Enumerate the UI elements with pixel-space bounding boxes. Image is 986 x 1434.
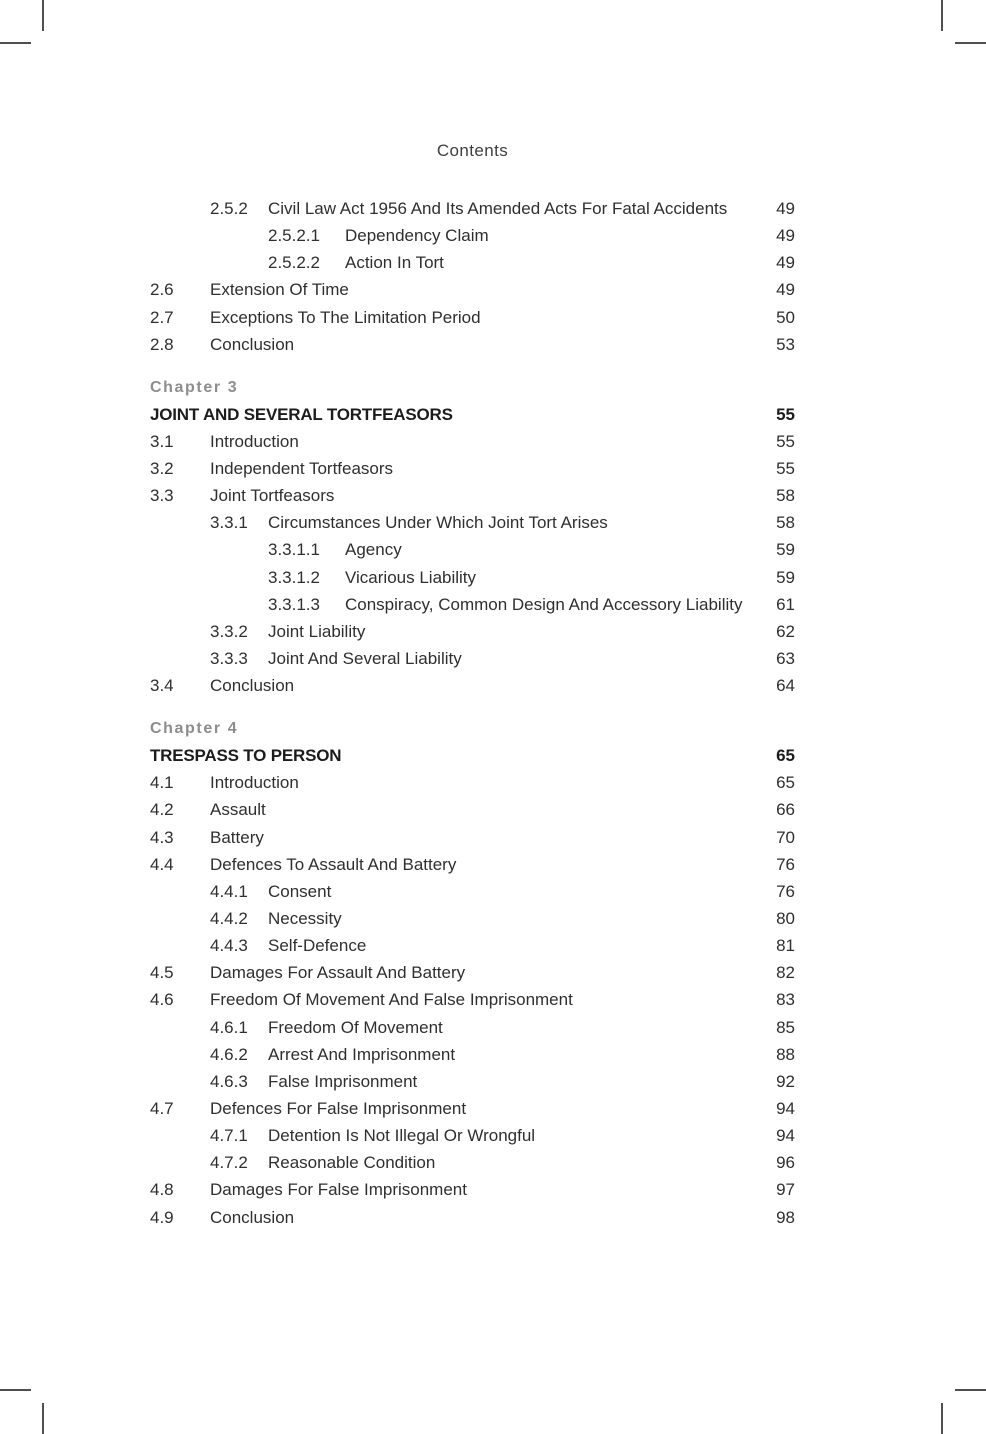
entry-page-number: 94 [776,1098,795,1118]
entry-number: 3.3.3 [210,648,248,668]
entry-page-number: 94 [776,1126,795,1146]
entry-number: 4.4.1 [210,881,248,901]
entry-page-number: 55 [776,431,795,451]
entry-title: Extension Of Time [210,280,349,300]
toc-entry [150,932,795,959]
entry-title: Exceptions To The Limitation Period [210,307,481,327]
chapter-title: JOINT AND SEVERAL TORTFEASORS [150,404,453,424]
entry-number: 2.5.2 [210,199,248,218]
entry-page-number: 92 [776,1071,795,1091]
entry-number: 4.8 [150,1180,174,1200]
entry-number: 3.3.1.2 [268,567,320,587]
crop-mark-bottom-right-horizontal [955,1389,986,1391]
chapter-title-row [150,742,795,769]
toc-entry [150,618,795,645]
entry-number: 4.6.1 [210,1017,248,1037]
entry-number: 2.8 [150,334,174,354]
chapter-page-number: 55 [776,404,795,424]
entry-page-number: 49 [776,280,795,300]
toc-entry [150,878,795,905]
entry-title: Damages For Assault And Battery [210,963,466,983]
crop-mark-top-right-vertical [941,0,943,31]
toc-entry [150,824,795,851]
toc-section [150,716,795,1230]
toc-entry [150,672,795,699]
entry-page-number: 66 [776,800,795,820]
entry-number: 4.6.2 [210,1044,248,1064]
entry-page-number: 58 [776,513,795,533]
entry-title: Joint Tortfeasors [210,486,335,506]
toc-entry [150,1014,795,1041]
entry-number: 4.4 [150,854,174,874]
entry-number: 4.6.3 [210,1071,248,1091]
toc-entry [150,796,795,823]
toc-entry [150,428,795,455]
entry-page-number: 83 [776,990,795,1010]
entry-number: 4.7.1 [210,1126,248,1146]
entry-number: 3.3.1.1 [268,540,320,560]
entry-title: False Imprisonment [268,1071,418,1091]
entry-number: 3.4 [150,676,174,696]
toc-entry [150,1122,795,1149]
toc-entry [150,959,795,986]
entry-page-number: 88 [776,1044,795,1064]
crop-mark-bottom-left-horizontal [0,1389,31,1391]
entry-title: Circumstances Under Which Joint Tort Arises [268,513,608,533]
entry-number: 3.2 [150,458,174,478]
entry-page-number: 59 [776,540,795,560]
entry-number: 3.1 [150,431,174,451]
page-title: Contents [436,141,509,160]
toc-entry [150,591,795,618]
entry-page-number: 49 [776,253,795,273]
chapter-title: TRESPASS TO PERSON [150,746,342,766]
toc-entry [150,1041,795,1068]
toc-section [150,375,795,699]
entry-title: Defences For False Imprisonment [210,1098,467,1118]
entry-page-number: 85 [776,1017,795,1037]
chapter-label: Chapter 3 [150,378,239,396]
entry-number: 4.5 [150,963,174,983]
entry-number: 4.7 [150,1098,174,1118]
entry-number: 3.3.1.3 [268,594,320,614]
entry-title: Damages For False Imprisonment [210,1180,467,1200]
entry-title: Conclusion [210,676,295,696]
entry-title: Joint Liability [268,621,366,641]
toc-entry [150,645,795,672]
chapter-page-number: 65 [776,746,795,766]
entry-page-number: 49 [776,226,795,246]
entry-page-number: 81 [776,936,795,956]
toc-entry [150,1204,795,1231]
entry-page-number: 63 [776,648,795,668]
toc-entry [150,1095,795,1122]
entry-page-number: 53 [776,334,795,354]
entry-number: 4.3 [150,827,174,847]
toc-entry [150,905,795,932]
entry-page-number: 59 [776,567,795,587]
entry-page-number: 50 [776,307,795,327]
entry-page-number: 97 [776,1180,795,1200]
toc-entry [150,249,795,276]
entry-page-number: 55 [776,458,795,478]
entry-page-number: 65 [776,773,795,793]
crop-mark-bottom-right-vertical [941,1403,943,1434]
entry-title: Joint And Several Liability [268,648,462,668]
entry-title: Battery [210,827,264,847]
toc-entry [150,769,795,796]
toc-section [150,195,795,358]
crop-mark-top-right-horizontal [955,42,986,44]
toc-entry [150,986,795,1013]
entry-title: Vicarious Liability [345,567,477,587]
entry-title: Introduction [210,431,299,451]
entry-page-number: 96 [776,1153,795,1173]
entry-number: 2.5.2.2 [268,253,320,273]
entry-number: 3.3.2 [210,621,248,641]
entry-page-number: 49 [776,199,795,218]
entry-page-number: 76 [776,854,795,874]
entry-title: Reasonable Condition [268,1153,436,1173]
toc-entry [150,1149,795,1176]
entry-title: Action In Tort [345,253,444,273]
toc-entry [150,564,795,591]
toc-entry [150,276,795,303]
toc-entry [150,482,795,509]
entry-title: Introduction [210,773,299,793]
entry-title: Agency [345,540,402,560]
entry-page-number: 58 [776,486,795,506]
entry-number: 3.3 [150,486,174,506]
entry-title: Conclusion [210,1207,295,1227]
entry-number: 4.4.2 [210,908,248,928]
entry-number: 2.7 [150,307,174,327]
entry-page-number: 80 [776,908,795,928]
entry-page-number: 64 [776,676,795,696]
entry-title: Conclusion [210,334,295,354]
toc-entry [150,851,795,878]
toc-entry [150,1176,795,1203]
chapter-label: Chapter 4 [150,720,239,738]
entry-page-number: 82 [776,963,795,983]
toc-entry [150,222,795,249]
entry-number: 4.4.3 [210,936,248,956]
toc-entry [150,195,795,222]
entry-page-number: 61 [776,594,795,614]
entry-number: 2.5.2.1 [268,226,320,246]
entry-number: 4.1 [150,773,174,793]
table-of-contents [150,195,795,1231]
crop-mark-top-left-horizontal [0,42,31,44]
entry-number: 4.9 [150,1207,174,1227]
entry-number: 4.2 [150,800,174,820]
entry-title: Detention Is Not Illegal Or Wrongful [268,1126,536,1146]
entry-title: Arrest And Imprisonment [268,1044,456,1064]
entry-title: Necessity [268,908,342,928]
entry-number: 4.7.2 [210,1153,248,1173]
entry-page-number: 62 [776,621,795,641]
entry-page-number: 70 [776,827,795,847]
entry-page-number: 76 [776,881,795,901]
toc-entry [150,536,795,563]
entry-number: 2.6 [150,280,174,300]
crop-mark-bottom-left-vertical [42,1403,44,1434]
crop-mark-top-left-vertical [42,0,44,31]
entry-title: Civil Law Act 1956 And Its Amended Acts For Fatal Accidents [268,199,728,218]
toc-entry [150,331,795,358]
entry-page-number: 98 [776,1207,795,1227]
toc-entry [150,1068,795,1095]
entry-title: Consent [268,881,332,901]
chapter-title-row [150,401,795,428]
toc-entry [150,455,795,482]
entry-title: Self-Defence [268,936,367,956]
toc-entry [150,509,795,536]
entry-title: Freedom Of Movement [268,1017,443,1037]
entry-title: Defences To Assault And Battery [210,854,457,874]
entry-number: 4.6 [150,990,174,1010]
entry-number: 3.3.1 [210,513,248,533]
entry-title: Conspiracy, Common Design And Accessory Liability [345,594,743,614]
entry-title: Independent Tortfeasors [210,458,394,478]
entry-title: Freedom Of Movement And False Imprisonment [210,990,573,1010]
entry-title: Dependency Claim [345,226,489,246]
entry-title: Assault [210,800,266,820]
toc-entry [150,304,795,331]
